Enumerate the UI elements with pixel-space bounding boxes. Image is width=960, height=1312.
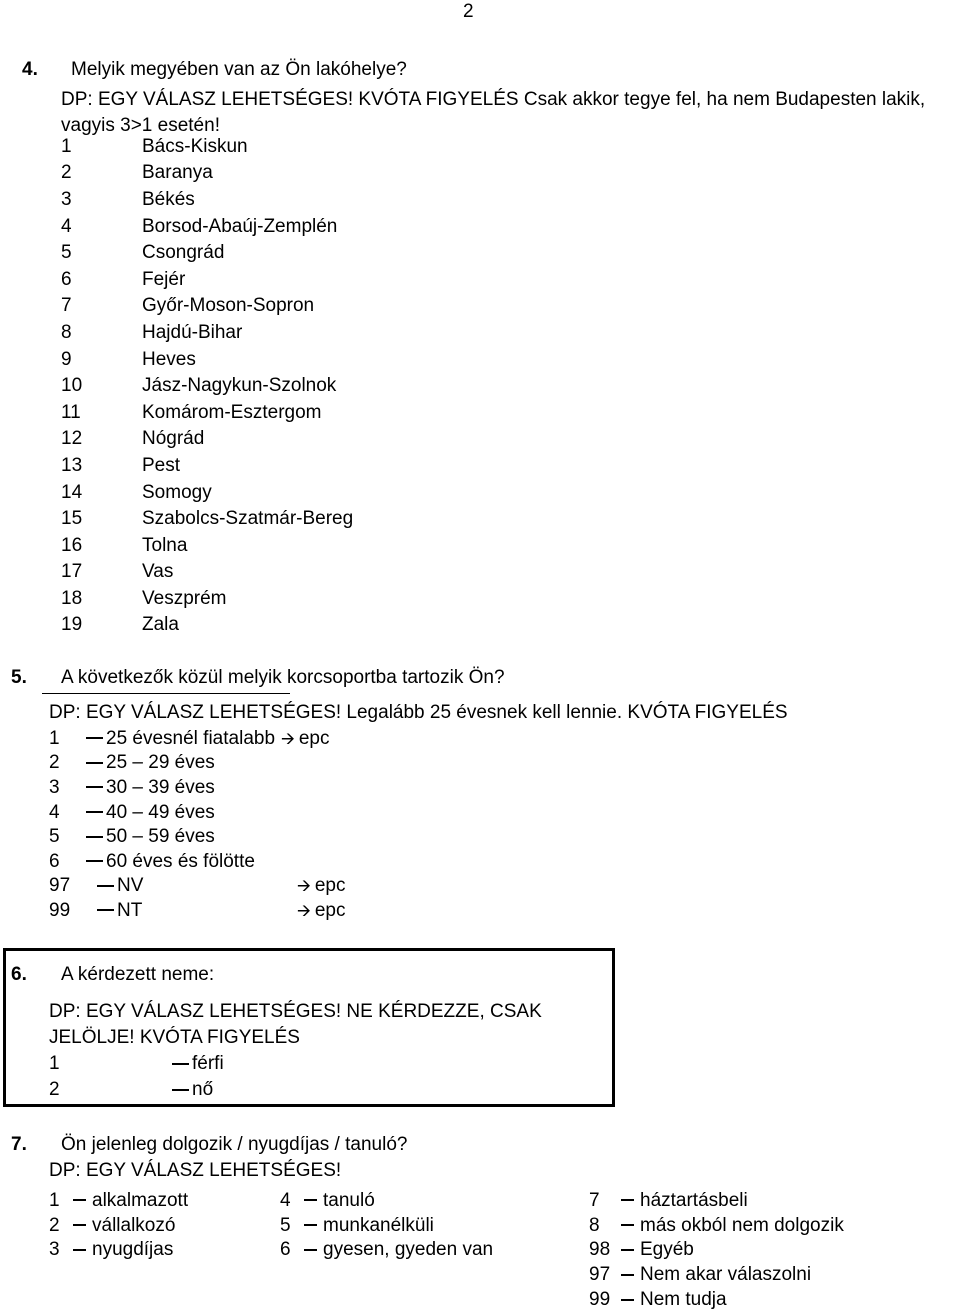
option-label: férfi bbox=[192, 1053, 224, 1074]
answer-option[interactable] bbox=[280, 1213, 493, 1238]
option-label: 30 – 39 éves bbox=[106, 776, 215, 798]
option-code: 1 bbox=[61, 135, 72, 157]
option-code: 13 bbox=[61, 454, 83, 476]
option-code: 5 bbox=[61, 242, 72, 264]
dash-separator bbox=[621, 1274, 634, 1276]
dash-separator bbox=[86, 836, 103, 838]
interviewer-instruction bbox=[49, 999, 589, 1103]
option-label: 50 – 59 éves bbox=[106, 826, 215, 848]
option-code: 5 bbox=[280, 1214, 291, 1236]
option-label: 25 – 29 éves bbox=[106, 752, 215, 774]
answer-option[interactable] bbox=[61, 186, 421, 213]
option-code: 4 bbox=[280, 1189, 291, 1211]
option-code: 2 bbox=[61, 162, 72, 184]
county-options-list bbox=[61, 133, 421, 638]
dash-separator bbox=[86, 860, 103, 862]
answer-option[interactable] bbox=[49, 726, 449, 751]
option-label: Bács-Kiskun bbox=[142, 135, 248, 157]
answer-option[interactable] bbox=[49, 800, 449, 825]
option-code: 4 bbox=[61, 215, 72, 237]
answer-option[interactable] bbox=[61, 346, 421, 373]
answer-option[interactable] bbox=[49, 775, 449, 800]
question-text: A következők közül melyik korcsoportba tartozik Ön? bbox=[61, 667, 505, 688]
answer-option[interactable] bbox=[61, 505, 421, 532]
option-label: gyesen, gyeden van bbox=[323, 1239, 494, 1261]
option-code: 1 bbox=[49, 1053, 60, 1074]
option-code: 3 bbox=[49, 1239, 60, 1261]
option-label: NT bbox=[117, 899, 143, 921]
option-label: nyugdíjas bbox=[92, 1239, 174, 1261]
option-code: 18 bbox=[61, 587, 83, 609]
dash-separator bbox=[621, 1249, 634, 1251]
answer-option[interactable] bbox=[61, 266, 421, 293]
option-label: tanuló bbox=[323, 1189, 375, 1211]
dash-separator bbox=[621, 1199, 634, 1201]
arrow-right-icon: 🡪 bbox=[281, 728, 295, 749]
option-code: 12 bbox=[61, 428, 83, 450]
skip-instruction: epc bbox=[314, 875, 346, 897]
option-label: Pest bbox=[142, 454, 181, 476]
option-label: Csongrád bbox=[142, 242, 225, 264]
option-label: munkanélküli bbox=[323, 1214, 434, 1236]
question-text: A kérdezett neme: bbox=[61, 964, 215, 985]
option-code: 15 bbox=[61, 508, 83, 530]
answer-option[interactable] bbox=[61, 239, 421, 266]
question-number: 5. bbox=[11, 667, 27, 688]
option-code: 2 bbox=[49, 752, 60, 774]
dash-separator bbox=[172, 1089, 189, 1091]
option-code: 10 bbox=[61, 375, 83, 397]
question-number: 4. bbox=[22, 59, 38, 80]
answer-option[interactable] bbox=[49, 1051, 589, 1077]
option-label: Fejér bbox=[142, 268, 186, 290]
answer-option[interactable] bbox=[589, 1287, 844, 1312]
arrow-right-icon: 🡪 bbox=[297, 900, 311, 921]
dash-separator bbox=[86, 762, 103, 764]
dash-separator bbox=[621, 1299, 634, 1301]
option-label: 25 évesnél fiatalabb bbox=[106, 727, 276, 749]
dash-separator bbox=[86, 811, 103, 813]
option-label: vállalkozó bbox=[92, 1214, 176, 1236]
options-column-2 bbox=[280, 1188, 493, 1262]
option-code: 8 bbox=[61, 321, 72, 343]
question-number: 6. bbox=[11, 964, 27, 985]
option-label: alkalmazott bbox=[92, 1189, 189, 1211]
option-code: 1 bbox=[49, 727, 60, 749]
answer-option[interactable] bbox=[49, 849, 449, 874]
option-label: Hajdú-Bihar bbox=[142, 321, 243, 343]
option-code: 9 bbox=[61, 348, 72, 370]
dash-separator bbox=[304, 1199, 317, 1201]
dash-separator bbox=[304, 1224, 317, 1226]
option-code: 2 bbox=[49, 1079, 60, 1100]
option-code: 16 bbox=[61, 534, 83, 556]
answer-option[interactable] bbox=[61, 213, 421, 240]
option-code: 99 bbox=[49, 899, 71, 921]
option-label: Győr-Moson-Sopron bbox=[142, 295, 315, 317]
option-label: Heves bbox=[142, 348, 196, 370]
dash-separator bbox=[97, 885, 114, 887]
dash-separator bbox=[304, 1249, 317, 1251]
dash-separator bbox=[73, 1249, 86, 1251]
option-label: háztartásbeli bbox=[640, 1189, 748, 1211]
answer-option[interactable] bbox=[589, 1213, 844, 1238]
dash-separator bbox=[97, 909, 114, 911]
option-label: 60 éves és fölötte bbox=[106, 850, 255, 872]
answer-option[interactable] bbox=[49, 1188, 188, 1213]
option-label: NV bbox=[117, 875, 144, 897]
option-code: 3 bbox=[49, 776, 60, 798]
answer-option[interactable] bbox=[61, 612, 421, 639]
interviewer-instruction: DP: EGY VÁLASZ LEHETSÉGES! KVÓTA FIGYELÉS Csak akkor tegye fel, ha nem Budapesten lakik, vagyis 3>1 esetén! bbox=[61, 89, 926, 136]
option-label: Szabolcs-Szatmár-Bereg bbox=[142, 508, 354, 530]
option-code: 11 bbox=[61, 401, 81, 423]
skip-instruction: epc bbox=[314, 899, 346, 921]
option-code: 8 bbox=[589, 1214, 600, 1236]
answer-option[interactable] bbox=[49, 1238, 188, 1263]
answer-option[interactable] bbox=[61, 399, 421, 426]
answer-option[interactable] bbox=[61, 293, 421, 320]
answer-option[interactable] bbox=[61, 532, 421, 559]
option-code: 7 bbox=[589, 1189, 600, 1211]
answer-option[interactable] bbox=[49, 898, 449, 923]
dash-separator bbox=[73, 1224, 86, 1226]
option-code: 5 bbox=[49, 826, 60, 848]
option-code: 3 bbox=[61, 188, 72, 210]
answer-option[interactable] bbox=[589, 1188, 844, 1213]
answer-option[interactable] bbox=[49, 1077, 589, 1103]
answer-option[interactable] bbox=[49, 874, 449, 899]
question-underline bbox=[42, 693, 290, 694]
option-label: Jász-Nagykun-Szolnok bbox=[142, 375, 337, 397]
option-code: 6 bbox=[61, 268, 72, 290]
answer-option[interactable] bbox=[61, 585, 421, 612]
answer-option[interactable] bbox=[61, 426, 421, 453]
option-code: 1 bbox=[49, 1189, 60, 1211]
answer-option[interactable] bbox=[589, 1238, 844, 1263]
question-number: 7. bbox=[11, 1134, 27, 1155]
answer-option[interactable] bbox=[280, 1238, 493, 1263]
answer-option[interactable] bbox=[49, 751, 449, 776]
option-label: más okból nem dolgozik bbox=[640, 1214, 844, 1236]
answer-option[interactable] bbox=[61, 160, 421, 187]
answer-option[interactable] bbox=[61, 452, 421, 479]
option-code: 2 bbox=[49, 1214, 60, 1236]
answer-option[interactable] bbox=[61, 559, 421, 586]
option-label: Tolna bbox=[142, 534, 188, 556]
options-column-3 bbox=[589, 1188, 844, 1312]
age-options-list bbox=[49, 726, 449, 923]
answer-option[interactable] bbox=[61, 479, 421, 506]
option-label: Vas bbox=[142, 561, 174, 583]
option-label: Zala bbox=[142, 614, 179, 636]
option-code: 97 bbox=[49, 875, 71, 897]
option-code: 6 bbox=[280, 1239, 291, 1261]
option-label: Békés bbox=[142, 188, 195, 210]
answer-option[interactable] bbox=[280, 1188, 493, 1213]
option-label: nő bbox=[192, 1079, 214, 1100]
option-code: 4 bbox=[49, 801, 60, 823]
answer-option[interactable] bbox=[49, 824, 449, 849]
option-code: 6 bbox=[49, 850, 60, 872]
option-label: Komárom-Esztergom bbox=[142, 401, 322, 423]
option-code: 19 bbox=[61, 614, 83, 636]
options-column-1 bbox=[49, 1188, 188, 1262]
question-text: Ön jelenleg dolgozik / nyugdíjas / tanuló? bbox=[61, 1134, 408, 1155]
option-label: Nem tudja bbox=[640, 1289, 727, 1311]
dash-separator bbox=[621, 1224, 634, 1226]
arrow-right-icon: 🡪 bbox=[297, 876, 311, 897]
option-code: 99 bbox=[589, 1289, 611, 1311]
option-label: Egyéb bbox=[640, 1239, 694, 1261]
option-label: Nógrád bbox=[142, 428, 205, 450]
option-code: 14 bbox=[61, 481, 83, 503]
question-text: Melyik megyében van az Ön lakóhelye? bbox=[71, 59, 407, 80]
answer-option[interactable] bbox=[61, 372, 421, 399]
option-code: 97 bbox=[589, 1264, 611, 1286]
option-label: Baranya bbox=[142, 162, 213, 184]
dash-separator bbox=[86, 737, 103, 739]
option-label: Nem akar válaszolni bbox=[640, 1264, 812, 1286]
option-label: Somogy bbox=[142, 481, 212, 503]
answer-option[interactable] bbox=[589, 1262, 844, 1287]
answer-option[interactable] bbox=[61, 133, 421, 160]
option-code: 98 bbox=[589, 1239, 611, 1261]
interviewer-instruction: DP: EGY VÁLASZ LEHETSÉGES! Legalább 25 évesnek kell lennie. KVÓTA FIGYELÉS bbox=[49, 702, 788, 723]
option-code: 7 bbox=[61, 295, 72, 317]
answer-option[interactable] bbox=[61, 319, 421, 346]
answer-option[interactable] bbox=[49, 1213, 188, 1238]
dash-separator bbox=[86, 786, 103, 788]
dash-separator bbox=[73, 1199, 86, 1201]
option-label: Borsod-Abaúj-Zemplén bbox=[142, 215, 338, 237]
interviewer-instruction: DP: EGY VÁLASZ LEHETSÉGES! bbox=[49, 1160, 342, 1181]
page-number: 2 bbox=[463, 1, 474, 22]
instruction-text: DP: EGY VÁLASZ LEHETSÉGES! NE KÉRDEZZE, CSAK JELÖLJE! KVÓTA FIGYELÉS bbox=[49, 1001, 542, 1048]
option-label: Veszprém bbox=[142, 587, 227, 609]
dash-separator bbox=[172, 1063, 189, 1065]
option-code: 17 bbox=[61, 561, 83, 583]
option-label: 40 – 49 éves bbox=[106, 801, 215, 823]
skip-instruction: epc bbox=[298, 727, 330, 749]
